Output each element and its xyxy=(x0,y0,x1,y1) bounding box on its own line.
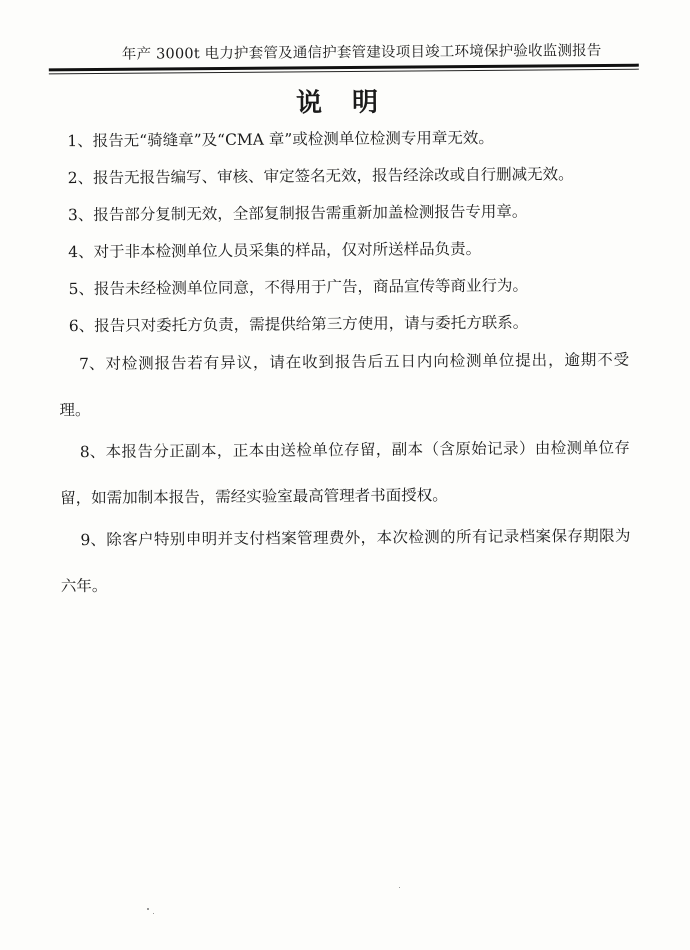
note-item-1 xyxy=(57,119,627,160)
note-text: 报告部分复制无效，全部复制报告需重新加盖检测报告专用章。 xyxy=(93,202,528,224)
scan-speck xyxy=(147,908,149,910)
note-number: 3、 xyxy=(67,205,94,225)
note-text: 对于非本检测单位人员采集的样品，仅对所送样品负责。 xyxy=(93,239,482,261)
note-item-2 xyxy=(58,156,628,197)
scan-speck xyxy=(153,913,154,914)
note-text: 报告只对委托方负责，需提供给第三方使用，请与委托方联系。 xyxy=(94,313,529,335)
note-number: 2、 xyxy=(67,168,94,188)
note-text: 除客户特别申明并支付档案管理费外，本次检测的所有记录档案保存期限为六年。 xyxy=(60,526,631,596)
note-text: 报告无报告编写、审核、审定签名无效，报告经涂改或自行删减无效。 xyxy=(92,165,574,187)
note-item-9 xyxy=(60,513,631,609)
scan-speck xyxy=(399,887,400,888)
note-text: 报告未经检测单位同意，不得用于广告，商品宣传等商业行为。 xyxy=(93,276,528,298)
report-header-title: 年产 3000t 电力护套管及通信护套管建设项目竣工环境保护验收监测报告 xyxy=(121,42,602,63)
note-item-3 xyxy=(58,193,628,234)
note-number: 6、 xyxy=(68,316,95,336)
note-number: 7、 xyxy=(79,354,105,374)
notes-list xyxy=(57,119,631,605)
note-item-5 xyxy=(58,267,628,308)
note-number: 8、 xyxy=(79,442,106,462)
note-text: 报告无“骑缝章”及“CMA 章”或检测单位检测专用章无效。 xyxy=(92,128,494,150)
note-item-7 xyxy=(59,337,630,433)
note-number: 5、 xyxy=(68,279,94,299)
note-number: 4、 xyxy=(68,242,94,262)
document-title: 说明 xyxy=(295,87,409,119)
note-text: 本报告分正副本，正本由送检单位存留，副本（含原始记录）由检测单位存留，如需加制本报告，需经实验室最高管理者书面授权。 xyxy=(60,438,630,508)
note-number: 9、 xyxy=(80,530,106,550)
note-item-4 xyxy=(58,230,628,271)
note-number: 1、 xyxy=(67,131,93,151)
note-text: 对检测报告若有异议，请在收到报告后五日内向检测单位提出，逾期不受理。 xyxy=(59,350,630,420)
note-item-8 xyxy=(60,425,631,521)
